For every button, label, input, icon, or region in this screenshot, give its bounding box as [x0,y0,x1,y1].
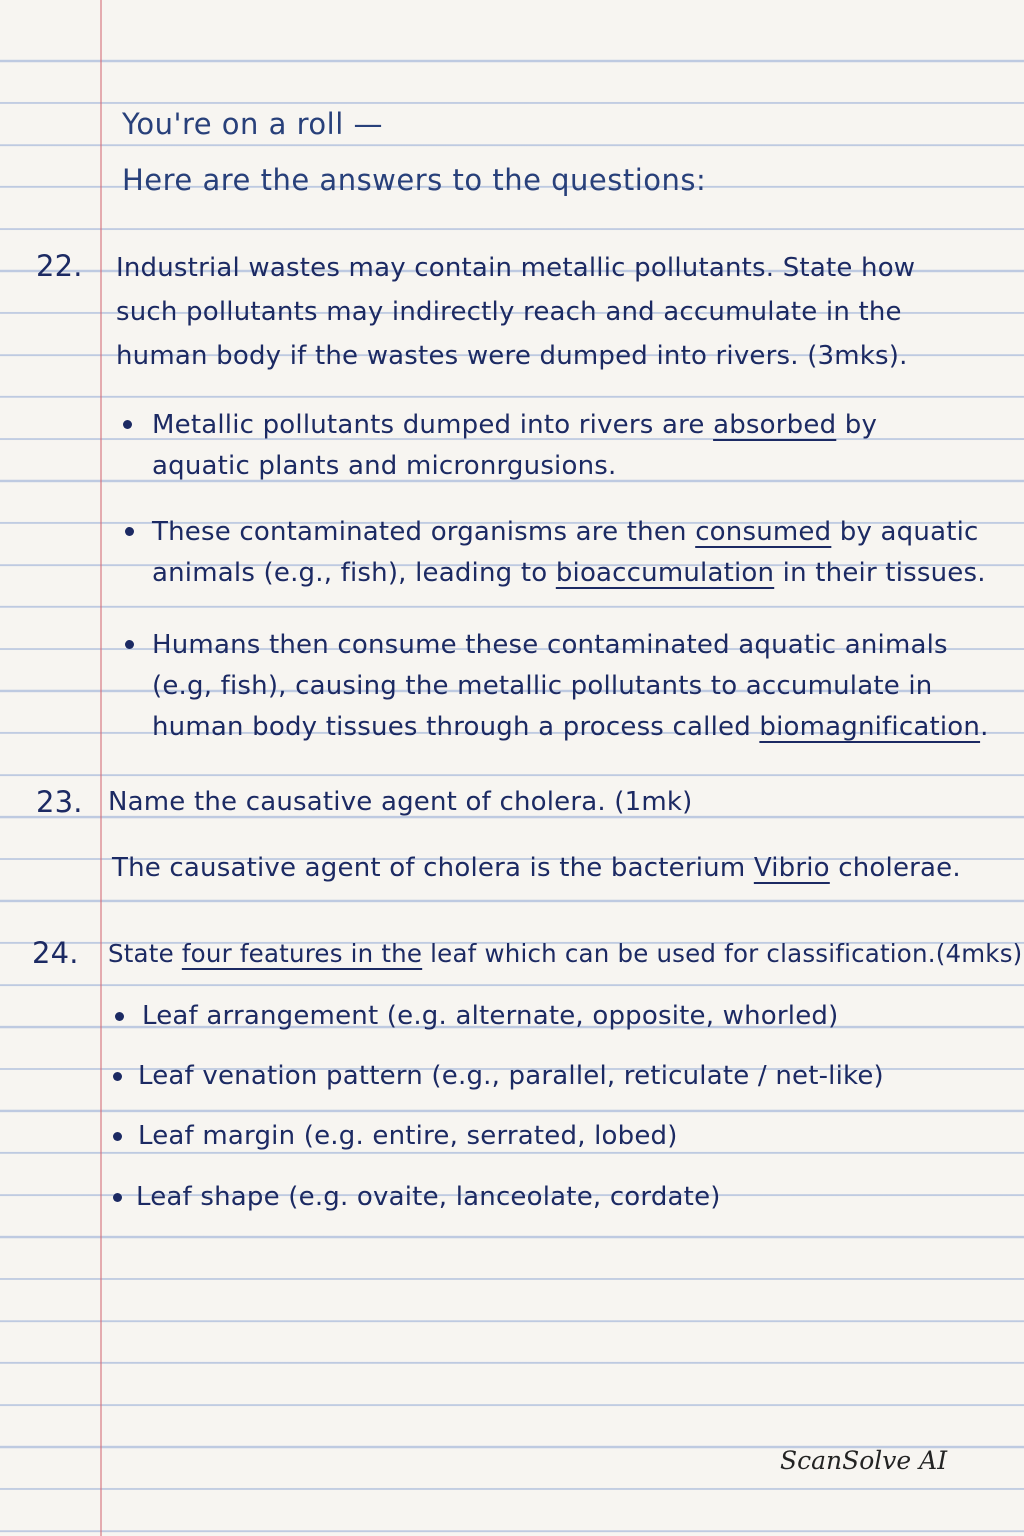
intro-line-1: You're on a roll — [122,107,383,141]
question-22-line-1: Industrial wastes may contain metallic pollutants. State how [116,253,916,283]
question-number-22: 22. [36,249,83,283]
underlined-term: Vibrio [753,853,830,883]
answer-24-3: Leaf margin (e.g. entire, serrated, lobed) [138,1121,678,1151]
underlined-term: bioaccumulation [555,558,775,588]
bullet-point [125,527,134,536]
bullet-point [123,420,132,429]
question-22-line-3: human body if the wastes were dumped into rivers. (3mks). [116,341,908,371]
answer-23: The causative agent of cholera is the bacterium Vibrio cholerae. [112,853,961,883]
answer-24-2: Leaf venation pattern (e.g., parallel, reticulate / net-like) [138,1061,884,1091]
answer-22-2-line-2: animals (e.g., fish), leading to bioaccumulation in their tissues. [152,558,986,588]
question-number-23: 23. [36,785,83,819]
bullet-point [113,1193,122,1202]
bullet-point [113,1132,122,1141]
answer-22-2-line-1: These contaminated organisms are then consumed by aquatic [152,517,979,547]
answer-24-1: Leaf arrangement (e.g. alternate, opposite, whorled) [142,1001,839,1031]
question-24: State four features in the leaf which can be used for classification.(4mks) [108,939,1023,968]
bullet-point [125,640,134,649]
answer-22-1-line-1: Metallic pollutants dumped into rivers are absorbed by [152,410,878,440]
answer-24-4: Leaf shape (e.g. ovaite, lanceolate, cordate) [136,1182,721,1212]
intro-line-2: Here are the answers to the questions: [122,163,707,197]
underlined-term: absorbed [713,410,837,440]
answer-22-3-line-3: human body tissues through a process called biomagnification. [152,712,989,742]
question-23: Name the causative agent of cholera. (1mk) [108,787,693,817]
answer-22-1-line-2: aquatic plants and micronrgusions. [152,451,617,481]
bullet-point [113,1072,122,1081]
answer-22-3-line-1: Humans then consume these contaminated aquatic animals [152,630,948,660]
answer-22-3-line-2: (e.g, fish), causing the metallic pollutants to accumulate in [152,671,933,701]
margin-line [100,0,102,1536]
bullet-point [115,1012,124,1021]
signature: ScanSolve AI [780,1446,948,1475]
underlined-term: biomagnification [759,712,981,742]
underlined-term: consumed [695,517,832,547]
question-22-line-2: such pollutants may indirectly reach and accumulate in the [116,297,902,327]
question-number-24: 24. [32,936,79,970]
underlined-term: four features in the [181,939,423,968]
